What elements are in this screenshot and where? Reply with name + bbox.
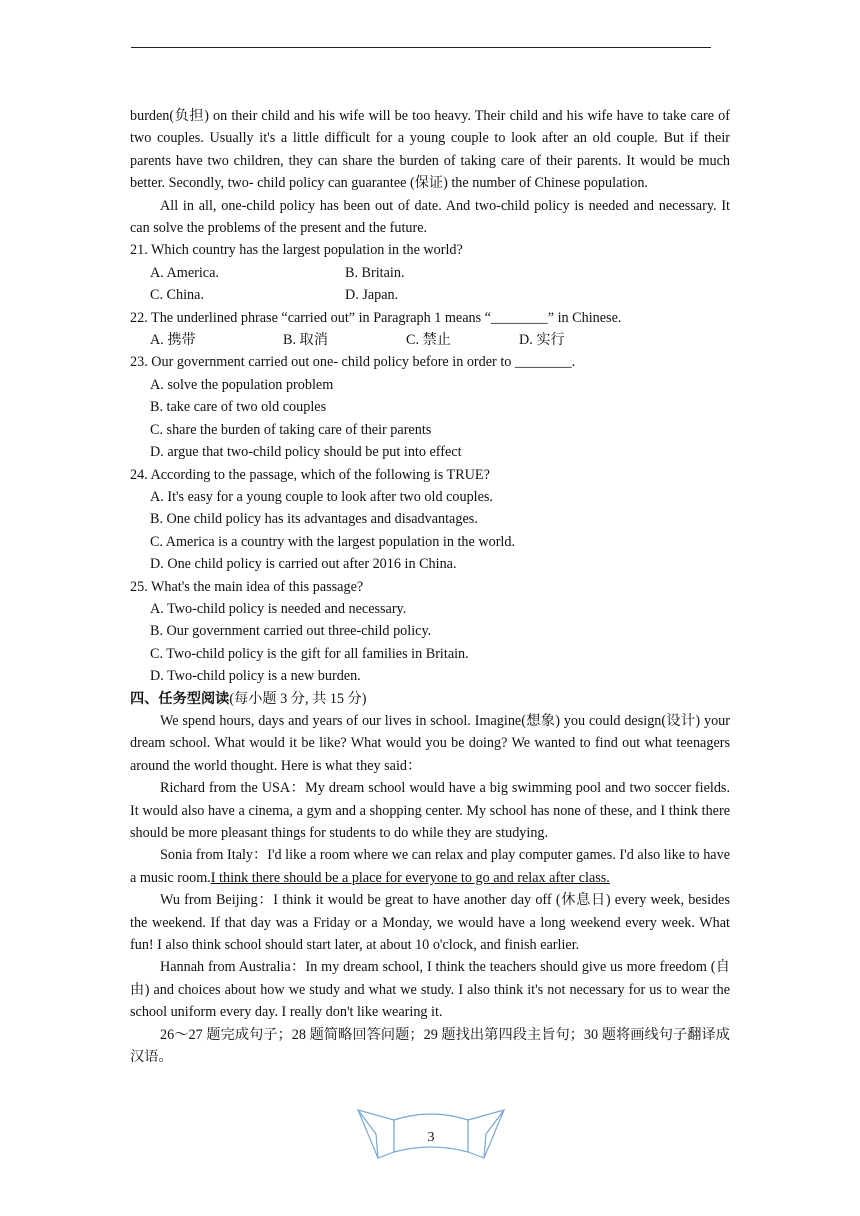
reading-hannah: Hannah from Australia：In my dream school, I think the teachers should give us more freedom (自由) and choices about how we study and what we study. I also think it's not necessary for us to wear the school uniform every day. I really don't like wearing it. [130, 959, 730, 1021]
question-23: 23. Our government carried out one- child policy before in order to ________. [130, 354, 576, 371]
option-c: C. America is a country with the largest population in the world. [150, 533, 515, 550]
task-instruction: 26～27 题完成句子；28 题简略回答问题；29 题找出第四段主旨句；30 题将画线句子翻译成汉语。 [130, 1026, 730, 1066]
question-22-stem-b: ” in Chinese. [547, 309, 622, 326]
question-22 [130, 307, 730, 329]
underlined-sentence: I think there should be a place for everyone to go and relax after class. [210, 869, 610, 886]
reading-wu: Wu from Beijing：I think it would be great to have another day off (休息日) every week, besides the weekend. If that day was a Friday or a Monday, we would have a long weekend every week. What fun! I also think school should start later, at about 10 o'clock, and finish earlier. [130, 892, 730, 954]
header-rule [131, 47, 711, 48]
section-heading [130, 688, 730, 710]
question-21-options [130, 262, 730, 307]
question-22-options [130, 329, 730, 351]
reading-intro: We spend hours, days and years of our lives in school. Imagine(想象) you could design(设计) your dream school. What would it be like? What would you be doing? We wanted to find out what teenagers around the world thought. Here is what they said： [130, 712, 730, 774]
option-a: A. It's easy for a young couple to look after two old couples. [150, 488, 493, 505]
option-b: B. 取消 [283, 332, 328, 349]
section-score: (每小题 3 分, 共 15 分) [229, 690, 367, 707]
option-d: D. One child policy is carried out after 2016 in China. [150, 556, 457, 573]
passage-paragraph: burden(负担) on their child and his wife will be too heavy. Their child and his wife have to take care of two couples. Usually it's a little difficult for a young couple to look after an old couple. But if their parents have two children, they can share the burden of taking care of their parents. It would be much better. Secondly, two- child policy can guarantee (保证) the number of Chinese population. [130, 108, 730, 192]
option-d: D. Japan. [345, 287, 399, 304]
section-title: 四、任务型阅读 [130, 690, 230, 707]
option-c: C. Two-child policy is the gift for all families in Britain. [150, 645, 469, 662]
option-b: B. One child policy has its advantages and disadvantages. [150, 511, 478, 528]
option-a: A. America. [150, 264, 219, 281]
page-content [130, 105, 730, 1068]
option-c: C. share the burden of taking care of their parents [150, 421, 432, 438]
passage-paragraph: All in all, one-child policy has been out of date. And two-child policy is needed and necessary. It can solve the problems of the present and the future. [130, 197, 730, 237]
option-a: A. solve the population problem [150, 376, 334, 393]
sonia-text: Sonia from Italy：I'd like a room where we can relax and play computer games. I'd also like to have a music room. [130, 847, 730, 886]
option-b: B. Britain. [345, 264, 405, 281]
page-number: 3 [427, 1130, 435, 1145]
question-22-blank: ________ [490, 309, 548, 326]
option-c: C. China. [150, 287, 204, 304]
question-25: 25. What's the main idea of this passage? [130, 578, 364, 595]
option-b: B. take care of two old couples [150, 399, 327, 416]
option-d: D. Two-child policy is a new burden. [150, 668, 361, 685]
option-c: C. 禁止 [406, 332, 451, 349]
question-21: 21. Which country has the largest population in the world? [130, 242, 463, 259]
page-number-ribbon [356, 1106, 506, 1164]
reading-richard: Richard from the USA：My dream school would have a big swimming pool and two soccer fields. It would also have a cinema, a gym and a shopping center. My school has none of these, and I think there should be more pleasant things for students to do while they are studying. [130, 780, 730, 841]
option-a: A. 携带 [150, 332, 196, 349]
option-a: A. Two-child policy is needed and necessary. [150, 600, 407, 617]
option-d: D. 实行 [519, 332, 565, 349]
reading-sonia [130, 844, 730, 889]
option-d: D. argue that two-child policy should be put into effect [150, 444, 462, 461]
question-24: 24. According to the passage, which of the following is TRUE? [130, 466, 490, 483]
question-22-stem-a: 22. The underlined phrase “carried out” in Paragraph 1 means “ [130, 309, 491, 326]
option-b: B. Our government carried out three-child policy. [150, 623, 432, 640]
